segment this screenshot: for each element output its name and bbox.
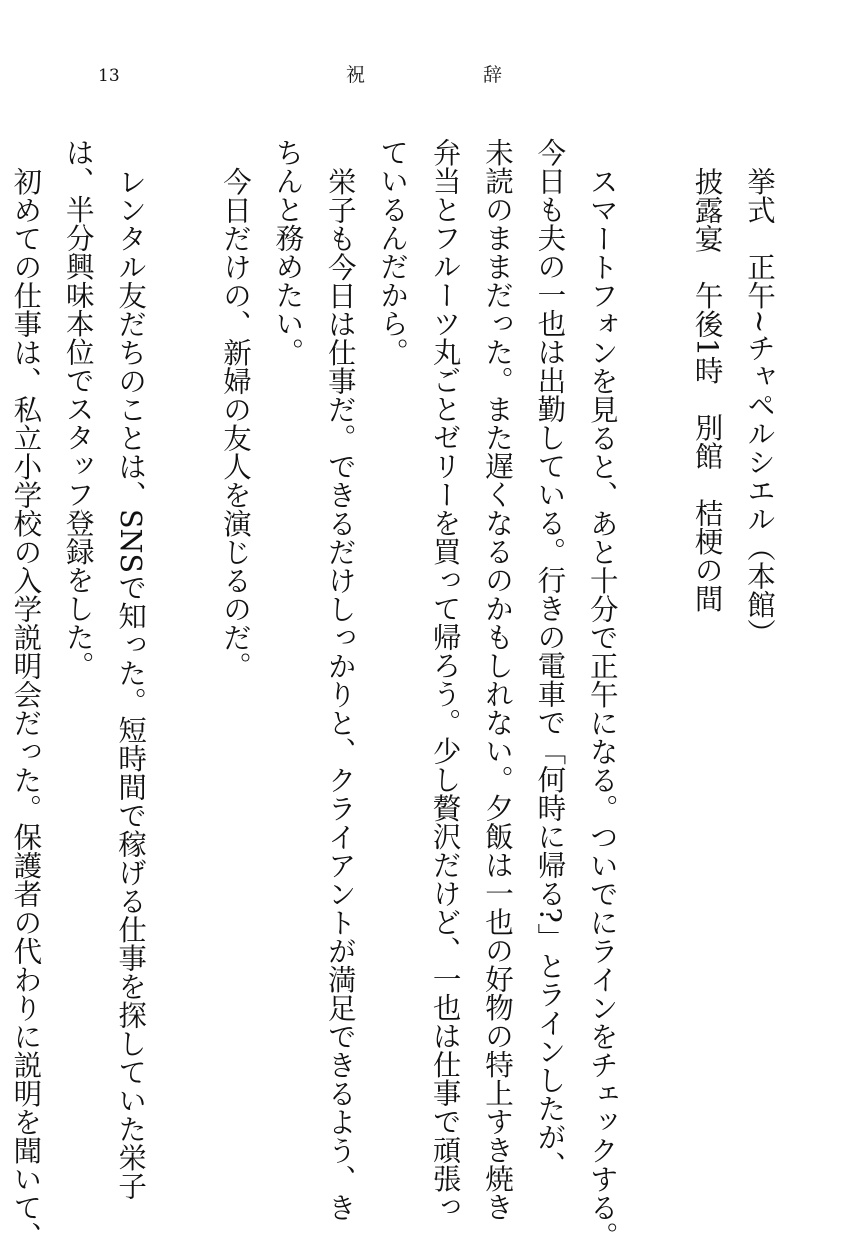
text-column: 披露宴 午後1時 別館 桔梗の間 xyxy=(690,166,724,613)
text-column: ているんだから。 xyxy=(376,138,410,366)
text-column: ちんと務めたい。 xyxy=(271,138,305,366)
text-column: 挙式 正午~チャペルシエル（本館） xyxy=(743,166,776,647)
text-column: 栄子も今日は仕事だ。できるだけしっかりと、クライアントが満足できるよう、き xyxy=(323,166,357,1221)
text-column: 今日だけの、新婦の友人を演じるのだ。 xyxy=(218,166,252,680)
text-column: 弁当とフルーツ丸ごとゼリーを買って帰ろう。少し贅沢だけど、一也は仕事で頑張っ xyxy=(428,138,462,1221)
text-column: 初めての仕事は、私立小学校の入学説明会だった。保護者の代わりに説明を聞いて、 xyxy=(9,166,43,1250)
page-number: 13 xyxy=(98,66,120,86)
text-column: レンタル友だちのことは、SNSで知った。短時間で稼げる仕事を探していた栄子 xyxy=(114,166,148,1200)
running-title: 祝辞 xyxy=(346,64,621,86)
body-text xyxy=(0,138,785,1250)
text-column: 今日も夫の一也は出勤している。行きの電車で「何時に帰る?」とラインしたが、 xyxy=(533,138,567,1180)
text-column: 未読のままだった。また遅くなるのかもしれない。夕飯は一也の好物の特上すき焼き xyxy=(480,138,514,1221)
text-column: は、半分興味本位でスタッフ登録をした。 xyxy=(61,138,95,680)
text-column: スマートフォンを見ると、あと十分で正午になる。ついでにラインをチェックする。 xyxy=(585,166,619,1250)
